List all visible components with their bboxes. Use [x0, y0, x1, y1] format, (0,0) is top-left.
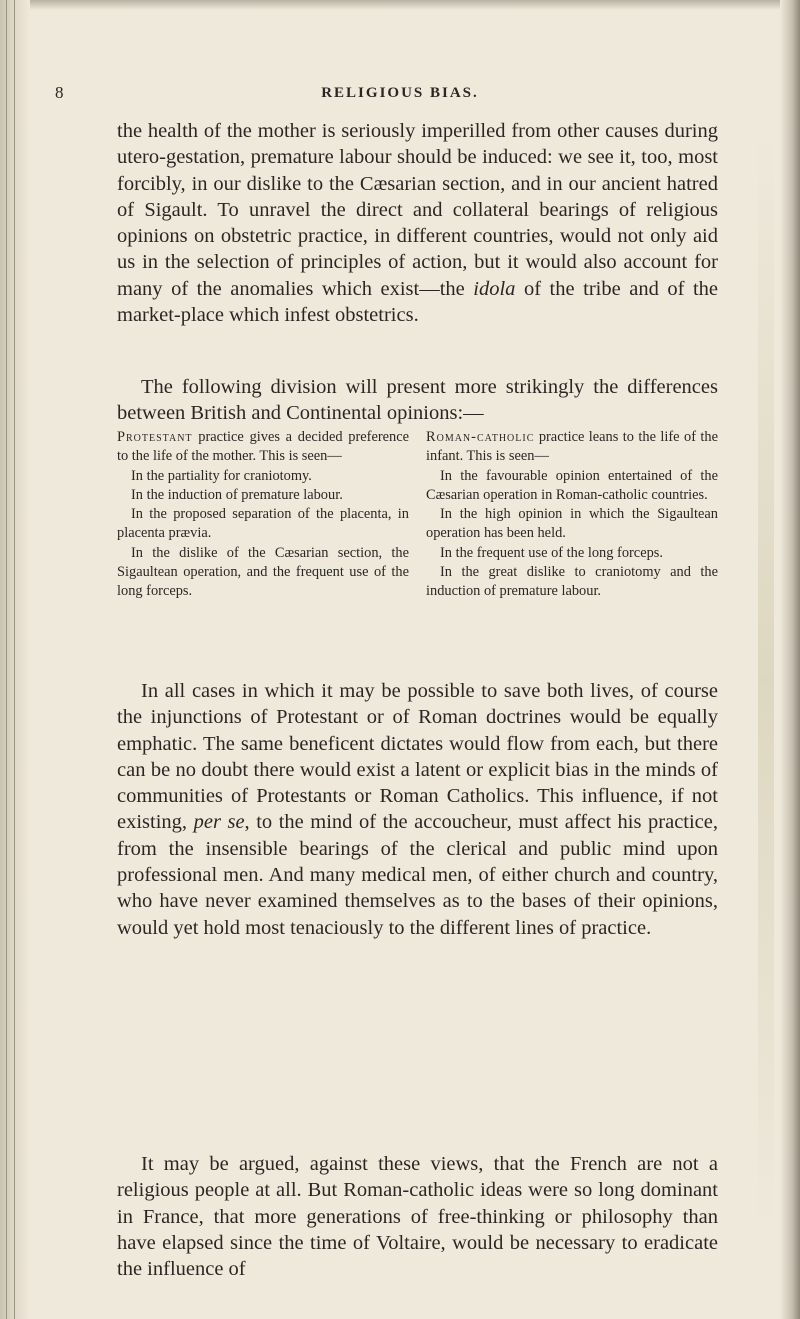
running-head — [55, 83, 745, 107]
protestant-item: In the induction of premature labour. — [131, 486, 343, 503]
intro-italic-idola: idola — [473, 277, 516, 300]
roman-catholic-item: In the high opinion in which the Sigaultean operation has been held. — [426, 506, 718, 542]
cases-text-a: In all cases in which it may be possible to save both lives, of course the injunctions of Protestant or of Roman doctrines would be equally emphatic. The same beneficent dictates would flow from each, but there can be no doubt there would exist a latent or explicit bias in the minds of communities of Protestants or Roman Catholics. This influence, if not existing, — [117, 680, 718, 834]
roman-catholic-item: In the great dislike to craniotomy and the induction of premature labour. — [426, 564, 718, 600]
intro-text-b: of the tribe and of the market-place which infest obstetrics. — [117, 277, 718, 327]
page-top-edge — [0, 0, 800, 10]
protestant-item: In the partiality for craniotomy. — [131, 467, 312, 484]
roman-catholic-item: In the favourable opinion entertained of the Cæsarian operation in Roman-catholic countries. — [426, 467, 718, 503]
comparison-columns — [117, 428, 718, 668]
page-gutter-shadow — [0, 0, 30, 1319]
roman-catholic-item: In the frequent use of the long forceps. — [440, 544, 663, 561]
protestant-lead-text: practice gives a decided preference to the life of the mother. This is seen— — [117, 429, 409, 465]
protestant-item: In the proposed separation of the placenta, in placenta prævia. — [117, 506, 409, 542]
running-title: RELIGIOUS BIAS. — [321, 85, 479, 101]
cases-text-b: , to the mind of the accoucheur, must affect his practice, from the insensible bearings of the clerical and public mind upon professional men. And many medical men, of either church and country, who have never examined themselves as to the bases of their opinions, would yet hold most tenaciously to the different lines of practice. — [117, 811, 719, 939]
protestant-column — [117, 428, 409, 602]
paper-stain — [758, 130, 774, 1230]
argued-paragraph — [117, 1151, 718, 1282]
page-right-edge — [780, 0, 800, 1319]
argued-text: It may be argued, against these views, that the French are not a religious people at all. But Roman-catholic ideas were so long dominant in France, that more generations of free-thinking or philosophy than have elapsed since the time of Voltaire, would be necessary to eradicate the influence of — [117, 1153, 718, 1281]
page-number: 8 — [55, 83, 64, 102]
roman-catholic-column — [426, 428, 718, 602]
protestant-item: In the dislike of the Cæsarian section, the Sigaultean operation, and the frequent use of the long forceps. — [117, 544, 409, 600]
cases-italic-per-se: per se — [193, 811, 245, 834]
division-text: The following division will present more strikingly the differences between British and Continental opinions:— — [117, 376, 718, 425]
division-paragraph — [117, 374, 718, 427]
cases-paragraph — [117, 678, 718, 941]
protestant-lead-label: Protestant — [117, 429, 193, 445]
intro-text-a: the health of the mother is seriously imperilled from other causes during utero-gestation, premature labour should be induced: we see it, too, most forcibly, in our dislike to the Cæsarian section, and in our ancient hatred of Sigault. To unravel the direct and collateral bearings of religious opinions on obstetric practice, in different countries, would not only aid us in the selection of principles of action, but it would also account for many of the anomalies which exist—the — [117, 120, 718, 300]
roman-catholic-lead-text: practice leans to the life of the infant. This is seen— — [426, 429, 718, 465]
roman-catholic-lead-label: Roman-catholic — [426, 429, 535, 445]
intro-paragraph — [117, 118, 718, 328]
